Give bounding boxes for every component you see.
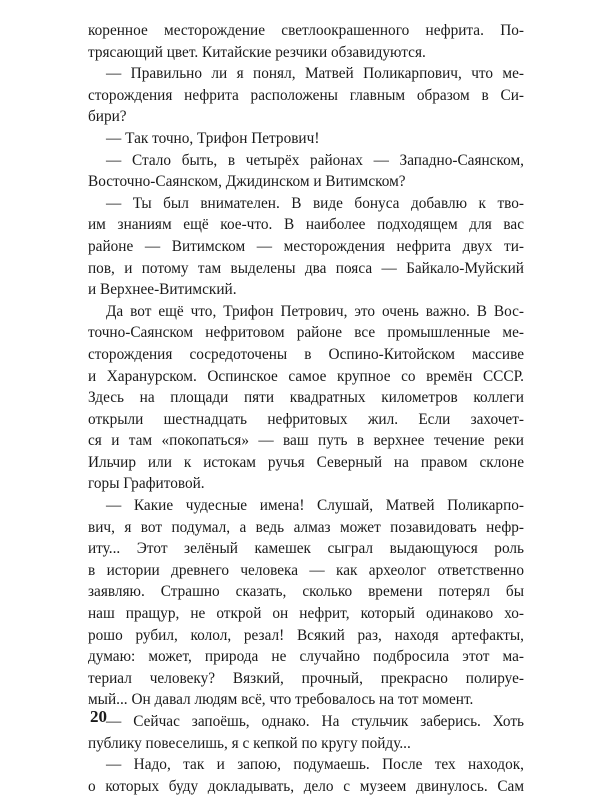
text-line: публику повеселишь, я с кепкой по кругу пойду...	[88, 734, 411, 752]
text-line: и Харанурском. Оспинское самое крупное со времён СССР.	[88, 367, 524, 385]
text-line: бири?	[88, 108, 127, 126]
text-line: районе — Витимском — месторождения нефрита двух ти-	[88, 237, 524, 255]
text-line: — Ты был внимателен. В виде бонуса добавлю к тво-	[106, 194, 524, 212]
text-line: о которых буду докладывать, дело с музеем двинулось. Сам	[88, 777, 524, 795]
text-line: заявляю. Страшно сказать, сколько времени потерял бы	[88, 583, 524, 601]
text-line: горы Графитовой.	[88, 475, 205, 493]
text-line: териал человеку? Вязкий, прочный, прекрасно полируе-	[88, 669, 524, 687]
text-line: — Так точно, Трифон Петрович!	[106, 129, 320, 147]
text-line: думаю: может, природа не случайно подбросила этот ма-	[88, 648, 524, 666]
text-line: вич, я вот подумал, а ведь алмаз может позавидовать нефр-	[88, 518, 524, 536]
page-number: 20	[90, 707, 107, 726]
text-line: сторождения сосредоточены в Оспино-Китойском массиве	[88, 345, 524, 363]
text-line: — Какие чудесные имена! Слушай, Матвей Поликарпо-	[106, 497, 524, 515]
text-line: Здесь на площади пяти квадратных километров коллеги	[88, 389, 524, 407]
text-line: наш пращур, не открой он нефрит, который одинаково хо-	[88, 605, 524, 623]
text-line: трясающий цвет. Китайские резчики обзавидуются.	[88, 43, 426, 61]
text-line: рошо рубил, колол, резал! Всякий раз, находя артефакты,	[88, 626, 524, 644]
text-line: — Надо, так и запою, подумаешь. После тех находок,	[106, 756, 524, 774]
text-line: иту... Этот зелёный камешек сыграл выдающуюся роль	[88, 540, 524, 558]
text-line: Ильчир или к истокам ручья Северный на правом склоне	[88, 453, 524, 471]
text-line: им знаниям ещё кое-что. В наиболее подходящем для вас	[88, 216, 524, 234]
text-line: пов, и потому там выделены два пояса — Байкало-Муйский	[88, 259, 524, 277]
text-line: мый... Он давал людям всё, что требовалось на тот момент.	[88, 691, 474, 709]
text-line: коренное месторождение светлоокрашенного нефрита. По-	[88, 22, 524, 39]
text-line: — Сейчас запоёшь, однако. На стульчик заберись. Хоть	[106, 713, 524, 730]
text-line: сторождения нефрита расположены главным образом в Си-	[88, 86, 524, 104]
text-line: в истории древнего человека — как археолог ответственно	[88, 561, 524, 579]
text-line: открыли шестнадцать нефритовых жил. Если захочет-	[88, 410, 524, 428]
page-text-block	[88, 20, 524, 797]
text-line: ся и там «покопаться» — ваш путь в верхнее течение реки	[88, 432, 524, 450]
text-line: и Верхнее-Витимский.	[88, 281, 237, 299]
text-line: Да вот ещё что, Трифон Петрович, это очень важно. В Вос-	[106, 302, 524, 320]
text-line: точно-Саянском нефритовом районе все промышленные ме-	[88, 324, 524, 342]
text-line: — Стало быть, в четырёх районах — Западно-Саянском,	[106, 151, 524, 169]
text-line: Восточно-Саянском, Джидинском и Витимском?	[88, 173, 406, 191]
text-line: — Правильно ли я понял, Матвей Поликарпович, что ме-	[106, 65, 524, 83]
